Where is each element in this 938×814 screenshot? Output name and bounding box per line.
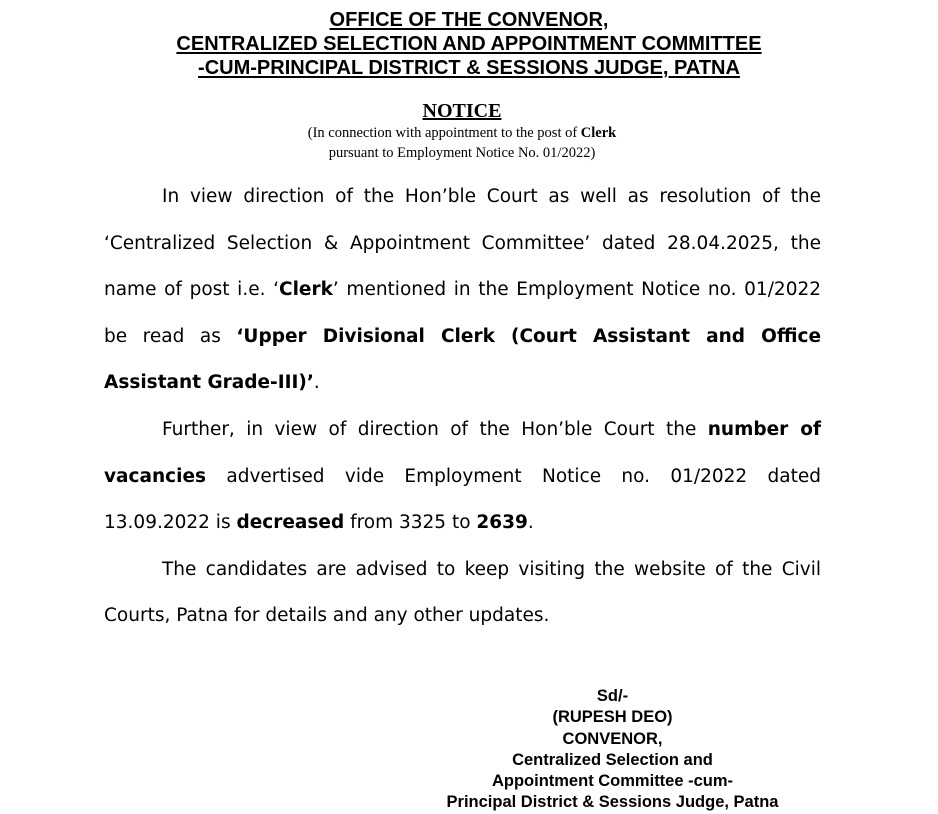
p1-new-post: ‘Upper Divisional Clerk (Court Assistant and Office Assistant Grade-III)’ — [104, 325, 821, 394]
notice-body — [104, 174, 821, 640]
notice-title: NOTICE — [422, 100, 502, 122]
p2-text-c: from 3325 to — [344, 512, 477, 534]
p1-text-b: ’ mentioned in the Employment Notice no. 01/2022 be read as — [104, 279, 822, 347]
p2-new-count: 2639 — [476, 512, 528, 534]
notice-subtitle-post: Clerk — [580, 125, 617, 141]
notice-subtitle — [0, 123, 924, 163]
paragraph-post-rename — [104, 174, 821, 407]
p2-text-a: Further, in view of direction of the Hon’ble Court the — [162, 418, 708, 440]
paragraph-advice: The candidates are advised to keep visiting the website of the Civil Courts, Patna for details and any other updates. — [104, 558, 821, 627]
header-line-committee: CENTRALIZED SELECTION AND APPOINTMENT COMMITTEE — [176, 33, 762, 55]
p2-vacancies: number of vacancies — [104, 418, 821, 487]
p2-text-b: advertised vide Employment Notice no. 01/2022 dated 13.09.2022 is — [104, 465, 821, 534]
header-line-office: OFFICE OF THE CONVENOR, — [329, 9, 609, 31]
paragraph-vacancies — [104, 407, 821, 547]
office-header — [0, 8, 938, 80]
notice-subtitle-reference: pursuant to Employment Notice No. 01/2022) — [328, 145, 596, 161]
notice-subtitle-prefix: (In connection with appointment to the post of — [307, 125, 581, 141]
p1-text-a: In view direction of the Hon’ble Court as well as resolution of the ‘Centralized Selection & Appointment Committee’ dated 28.04.2025, the name of post i.e. ‘ — [104, 186, 821, 301]
p2-decreased: decreased — [236, 512, 345, 534]
signature-committee-2: Appointment Committee -cum- — [491, 772, 734, 791]
signature-designation: CONVENOR, — [562, 729, 663, 748]
signature-sd: Sd/- — [596, 687, 629, 705]
signature-committee-1: Centralized Selection and — [512, 750, 713, 769]
p1-old-post: Clerk — [279, 279, 333, 301]
signature-name: (RUPESH DEO) — [552, 708, 673, 727]
signature-committee-3: Principal District & Sessions Judge, Patna — [446, 793, 779, 812]
header-line-judge: -CUM-PRINCIPAL DISTRICT & SESSIONS JUDGE, PATNA — [198, 57, 740, 79]
p2-text-d: . — [527, 512, 534, 534]
p1-text-c: . — [313, 372, 320, 394]
